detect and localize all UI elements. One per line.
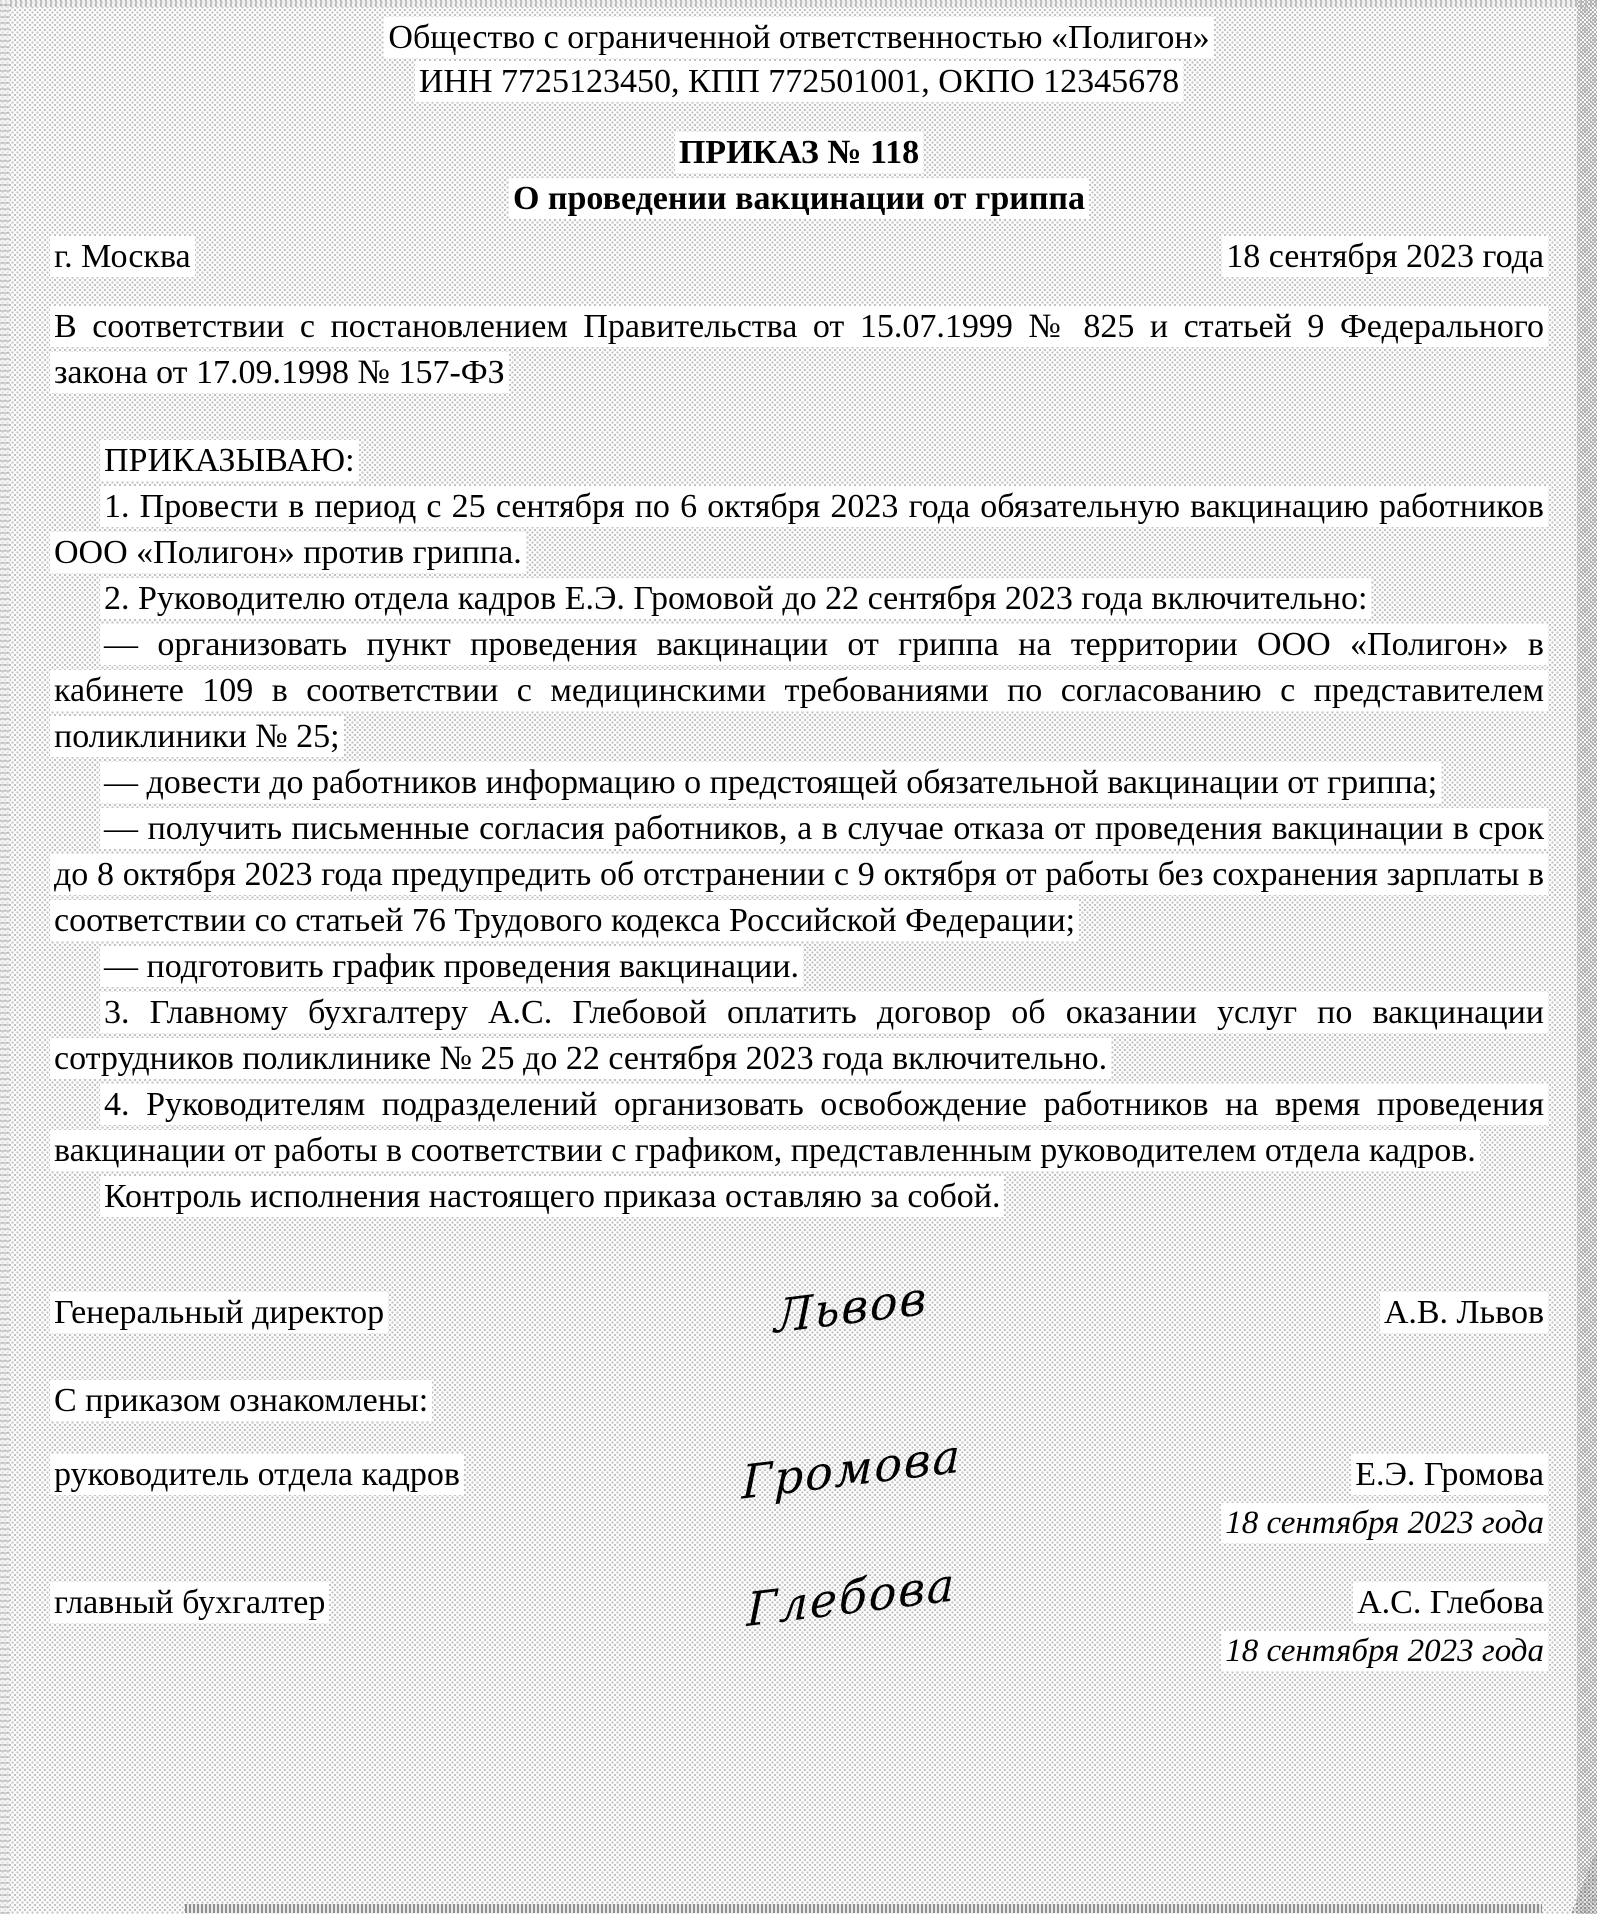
accountant-name: А.С. Глебова bbox=[1054, 1580, 1548, 1626]
preamble-paragraph: В соответствии с постановлением Правительства от 15.07.1999 № 825 и статьей 9 Федерального закона от 17.09.1998 № 157-ФЗ bbox=[50, 304, 1548, 396]
company-name-text: Общество с ограниченной ответственностью «Полигон» bbox=[384, 17, 1213, 58]
order-subject-text: О проведении вакцинации от гриппа bbox=[509, 178, 1089, 219]
accountant-sign-date: 18 сентября 2023 года bbox=[50, 1626, 1548, 1676]
director-name: А.В. Львов bbox=[1054, 1290, 1548, 1336]
accountant-signature: Глебова bbox=[746, 1556, 957, 1638]
accountant-position: главный бухгалтер bbox=[50, 1580, 649, 1626]
hr-signature: Громова bbox=[740, 1428, 962, 1510]
order-title-text: ПРИКАЗ № 118 bbox=[675, 132, 923, 173]
acknowledged-heading: С приказом ознакомлены: bbox=[50, 1378, 1548, 1424]
hr-sign-date: 18 сентября 2023 года bbox=[50, 1498, 1548, 1548]
order-item-2-dash-2: — довести до работников информацию о предстоящей обязательной вакцинации от гриппа; bbox=[50, 760, 1548, 806]
order-item-3: 3. Главному бухгалтеру А.С. Глебовой оплатить договор об оказании услуг по вакцинации сотрудников поликлинике № 25 до 22 сентября 2023 года включительно. bbox=[50, 990, 1548, 1082]
hr-position: руководитель отдела кадров bbox=[50, 1452, 649, 1498]
order-date: 18 сентября 2023 года bbox=[1222, 234, 1548, 280]
company-requisites bbox=[50, 60, 1548, 104]
order-item-2: 2. Руководителю отдела кадров Е.Э. Громовой до 22 сентября 2023 года включительно: bbox=[50, 576, 1548, 622]
directive-word: ПРИКАЗЫВАЮ: bbox=[50, 438, 1548, 484]
company-requisites-text: ИНН 7725123450, КПП 772501001, ОКПО 12345678 bbox=[415, 61, 1183, 102]
director-position: Генеральный директор bbox=[50, 1290, 649, 1336]
order-title bbox=[50, 130, 1548, 176]
page-edge-bottom bbox=[185, 1904, 1542, 1913]
order-item-4: 4. Руководителям подразделений организовать освобождение работников на время проведения вакцинации от работы в соответствии с графиком, представленным руководителем отдела кадров. bbox=[50, 1082, 1548, 1174]
city-date-row bbox=[50, 234, 1548, 280]
signature-row-director bbox=[50, 1270, 1548, 1344]
order-item-1: 1. Провести в период с 25 сентября по 6 октября 2023 года обязательную вакцинацию работников ООО «Полигон» против гриппа. bbox=[50, 484, 1548, 576]
signature-row-hr bbox=[50, 1428, 1548, 1510]
page-corner-bottom-right bbox=[1571, 1814, 1597, 1914]
control-clause: Контроль исполнения настоящего приказа оставляю за собой. bbox=[50, 1174, 1548, 1220]
hr-name: Е.Э. Громова bbox=[1054, 1452, 1548, 1498]
company-name bbox=[50, 16, 1548, 60]
city: г. Москва bbox=[50, 234, 195, 280]
order-item-2-dash-3: — получить письменные согласия работников, а в случае отказа от проведения вакцинации в срок до 8 октября 2023 года предупредить об отстранении с 9 октября от работы без сохранения зарплаты в соответствии со статьей 76 Трудового кодекса Российской Федерации; bbox=[50, 806, 1548, 944]
signature-row-accountant bbox=[50, 1556, 1548, 1638]
order-subject bbox=[50, 176, 1548, 222]
order-item-2-dash-4: — подготовить график проведения вакцинации. bbox=[50, 944, 1548, 990]
director-signature: Львов bbox=[774, 1270, 929, 1344]
order-item-2-dash-1: — организовать пункт проведения вакцинации от гриппа на территории ООО «Полигон» в кабинете 109 в соответствии с медицинскими требованиями по согласованию с представителем поликлиники № 25; bbox=[50, 622, 1548, 760]
